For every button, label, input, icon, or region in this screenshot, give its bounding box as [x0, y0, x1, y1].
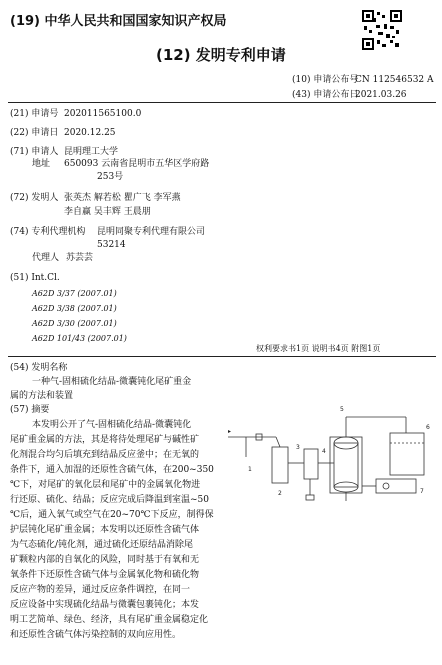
- diagram-label: 3: [296, 444, 300, 451]
- bib-divider: [8, 356, 436, 357]
- application-number-label: (21) 申请号: [10, 109, 59, 119]
- address-line-2: 253号: [97, 172, 124, 182]
- pages-note: 权利要求书1页 说明书4页 附图1页: [256, 344, 381, 353]
- diagram-label: 7: [420, 488, 424, 495]
- abstract-line: 明工艺简单、绿色、经济，具有尾矿重金属稳定化: [10, 615, 209, 625]
- agent: 苏芸芸: [66, 253, 94, 263]
- abstract-line: 反应产物的差异，通过反应条件调控，在同一: [10, 585, 191, 595]
- invention-name-line-2: 属的方法和装置: [10, 391, 74, 401]
- header-divider: [8, 102, 436, 103]
- applicant: 昆明理工大学: [64, 147, 119, 157]
- qr-code: [362, 10, 402, 50]
- inventors-label: (72) 发明人: [10, 193, 59, 203]
- invention-name-label: (54) 发明名称: [10, 363, 68, 373]
- abstract-line: 和还原性含硫气体污染控制的双向应用性。: [10, 630, 182, 640]
- agency-label: (74) 专利代理机构: [10, 227, 86, 237]
- intcl-item: A62D 3/38 (2007.01): [32, 304, 117, 313]
- agent-label: 代理人: [32, 253, 60, 263]
- publication-number-label: (10) 申请公布号: [292, 75, 359, 85]
- inventors-line-2: 李自赢 吴丰辉 王晨朋: [64, 207, 151, 217]
- invention-name-line-1: 一种气-固相硫化结晶-微囊钝化尾矿重金: [32, 377, 192, 387]
- intcl-item: A62D 3/30 (2007.01): [32, 319, 117, 328]
- agency-line-2: 53214: [97, 240, 126, 250]
- abstract-line: 矿颗粒内部的自氧化的风险，同时基于有氧和无: [10, 555, 200, 565]
- abstract-line: 氧条件下还原性含硫气体与金属氧化物和硫化物: [10, 570, 200, 580]
- document-type: (12) 发明专利申请: [156, 46, 286, 64]
- abstract-line: ℃下，对尾矿的氧化层和尾矿中的金属氧化物进: [10, 480, 201, 490]
- publication-date-label: (43) 申请公布日: [292, 90, 359, 100]
- application-number: 202011565100.0: [64, 109, 142, 119]
- diagram-label: 2: [278, 490, 282, 497]
- abstract-line: 为气态硫化/钝化剂，通过硫化还原结晶消除尾: [10, 540, 194, 550]
- intcl-item: A62D 101/43 (2007.01): [32, 334, 127, 343]
- abstract-line: 本发明公开了气-固相硫化结晶-微囊钝化: [32, 420, 192, 430]
- abstract-line: 反应设备中实现硫化结晶与微囊包裹钝化；本发: [10, 600, 200, 610]
- intcl-label: (51) Int.Cl.: [10, 273, 60, 283]
- abstract-line: 尾矿重金属的方法，其是将待处理尾矿与碱性矿: [10, 435, 200, 445]
- abstract-line: 化剂混合均匀后填充到结晶反应釜中；在无氧的: [10, 450, 200, 460]
- application-date-label: (22) 申请日: [10, 128, 59, 138]
- diagram-inlet-mark: ▸: [228, 428, 232, 435]
- inventors-line-1: 张英杰 解若松 瞿广飞 李军燕: [64, 193, 181, 203]
- abstract-label: (57) 摘要: [10, 405, 50, 415]
- apparatus-diagram: [226, 397, 436, 504]
- abstract-line: 条件下，通入加湿的还原性含硫气体，在200~350: [10, 465, 214, 475]
- diagram-label: 5: [340, 406, 344, 413]
- diagram-label: 1: [248, 466, 252, 473]
- publication-number: CN 112546532 A: [355, 75, 434, 85]
- intcl-item: A62D 3/37 (2007.01): [32, 289, 117, 298]
- application-date: 2020.12.25: [64, 128, 116, 138]
- diagram-label: 6: [426, 424, 430, 431]
- diagram-label: 4: [322, 448, 326, 455]
- applicant-label: (71) 申请人: [10, 147, 59, 157]
- publication-date: 2021.03.26: [355, 90, 407, 100]
- abstract-line: ℃后，通入氧气或空气在20~70℃下反应，制得保: [10, 510, 214, 520]
- address-line-1: 650093 云南省昆明市五华区学府路: [64, 159, 210, 169]
- address-label: 地址: [32, 159, 51, 169]
- office-name: (19) 中华人民共和国国家知识产权局: [10, 14, 227, 29]
- abstract-line: 护层钝化尾矿重金属；本发明以还原性含硫气体: [10, 525, 200, 535]
- agency-line-1: 昆明同聚专利代理有限公司: [97, 227, 206, 237]
- abstract-line: 行还原、硫化、结晶；反应完成后降温到室温~50: [10, 495, 209, 505]
